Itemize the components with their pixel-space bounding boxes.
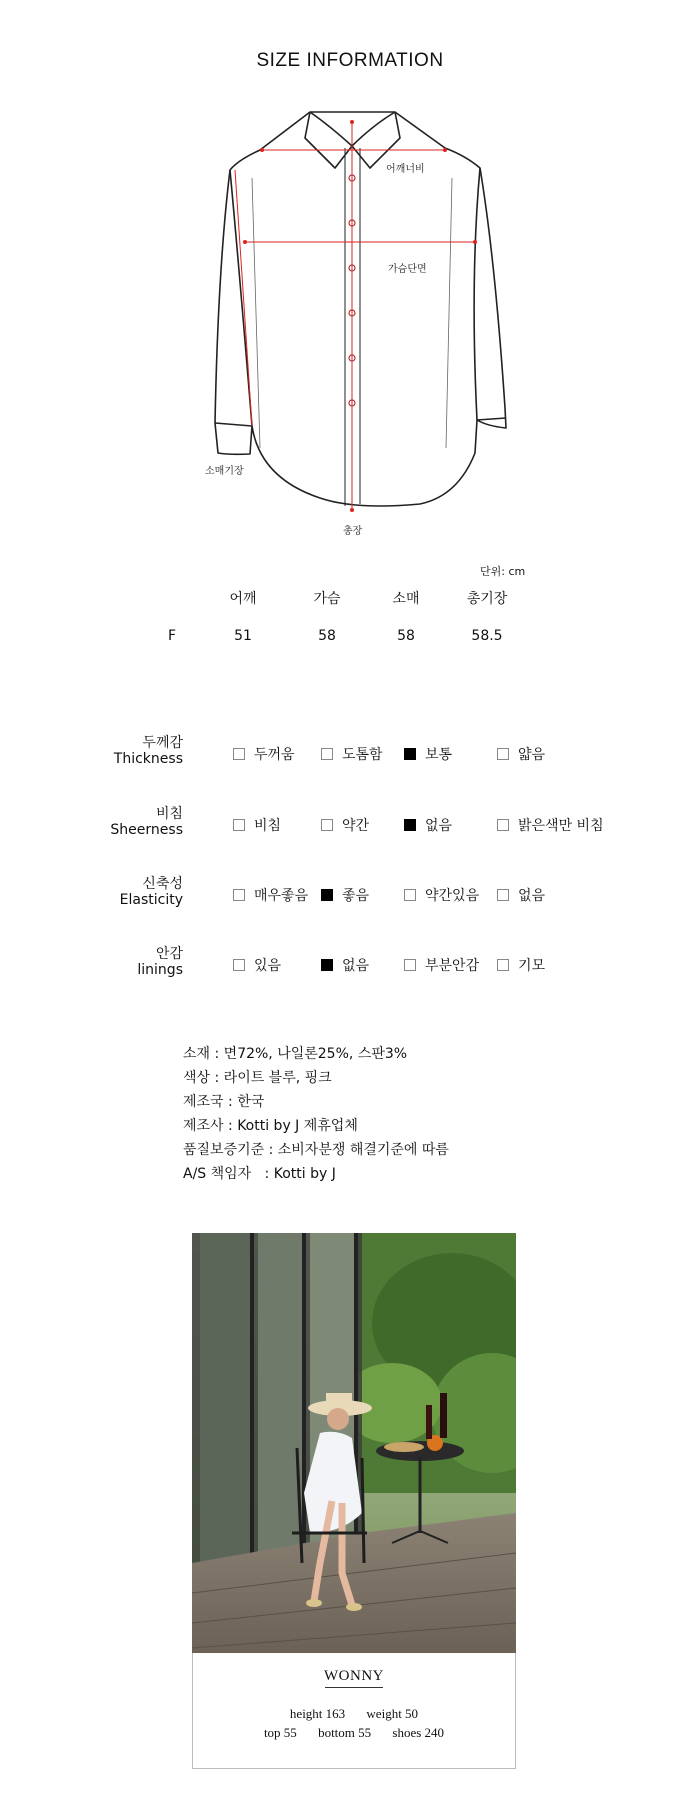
checkbox[interactable] bbox=[233, 819, 245, 831]
info-country: 제조국 : 한국 bbox=[183, 1094, 265, 1110]
checkbox[interactable] bbox=[497, 889, 509, 901]
checkbox[interactable] bbox=[404, 889, 416, 901]
checkbox[interactable] bbox=[233, 889, 245, 901]
option-none[interactable]: 없음 bbox=[497, 885, 545, 905]
option-partial[interactable]: 부분안감 bbox=[404, 955, 479, 975]
attribute-name-ko: 두께감 bbox=[142, 735, 183, 751]
option-medium-thick[interactable]: 도톰함 bbox=[321, 744, 383, 764]
attribute-name-en: Thickness bbox=[113, 751, 183, 767]
size-row-label: F bbox=[168, 628, 177, 644]
option-thin[interactable]: 얇음 bbox=[497, 744, 545, 764]
model-info-card bbox=[192, 1653, 516, 1769]
header-total-length: 총기장 bbox=[466, 591, 508, 607]
option-yes[interactable]: 있음 bbox=[233, 955, 281, 975]
option-light-colors-only[interactable]: 밝은색만 비침 bbox=[497, 815, 604, 835]
attribute-name-en: Sheerness bbox=[110, 822, 183, 838]
checkbox[interactable] bbox=[404, 959, 416, 971]
divider bbox=[325, 1687, 383, 1688]
option-slightly[interactable]: 약간 bbox=[321, 815, 369, 835]
option-good[interactable]: 좋음 bbox=[321, 885, 369, 905]
attribute-name-ko: 신축성 bbox=[142, 876, 183, 892]
option-sheer[interactable]: 비침 bbox=[233, 815, 281, 835]
chest-width-label: 가슴단면 bbox=[388, 264, 427, 275]
checkbox-checked[interactable] bbox=[321, 959, 333, 971]
model-top-size: top 55 bbox=[263, 1725, 297, 1740]
checkbox[interactable] bbox=[233, 959, 245, 971]
checkbox-checked[interactable] bbox=[404, 819, 416, 831]
product-info bbox=[183, 1042, 449, 1186]
option-no[interactable]: 없음 bbox=[321, 955, 369, 975]
option-very-good[interactable]: 매우좋음 bbox=[233, 885, 308, 905]
checkbox[interactable] bbox=[497, 819, 509, 831]
model-bottom-size: bottom 55 bbox=[318, 1725, 372, 1740]
checkbox-checked[interactable] bbox=[404, 748, 416, 760]
value-total-length: 58.5 bbox=[471, 628, 503, 644]
page-title: SIZE INFORMATION bbox=[256, 50, 444, 71]
sleeve-length-label: 소매기장 bbox=[205, 466, 244, 477]
info-color: 색상 : 라이트 블루, 핑크 bbox=[183, 1070, 332, 1086]
shoulder-width-label: 어깨너비 bbox=[386, 164, 425, 175]
checkbox[interactable] bbox=[233, 748, 245, 760]
model-weight: weight 50 bbox=[366, 1706, 419, 1721]
info-manufacturer: 제조사 : Kotti by J 제휴업체 bbox=[183, 1118, 358, 1134]
attribute-name-ko: 비침 bbox=[155, 806, 183, 822]
option-thick[interactable]: 두꺼움 bbox=[233, 744, 295, 764]
checkbox[interactable] bbox=[321, 748, 333, 760]
unit-label: 단위: cm bbox=[480, 565, 526, 578]
checkbox[interactable] bbox=[497, 748, 509, 760]
checkbox[interactable] bbox=[321, 819, 333, 831]
model-shoes-size: shoes 240 bbox=[392, 1725, 445, 1740]
value-shoulder: 51 bbox=[234, 628, 252, 644]
checkbox-checked[interactable] bbox=[321, 889, 333, 901]
attribute-name-en: linings bbox=[137, 962, 183, 978]
checkbox[interactable] bbox=[497, 959, 509, 971]
model-photo bbox=[192, 1233, 516, 1653]
option-none[interactable]: 없음 bbox=[404, 815, 452, 835]
total-length-label: 총장 bbox=[343, 526, 363, 537]
value-chest: 58 bbox=[318, 628, 336, 644]
info-quality-standard: 품질보증기준 : 소비자분쟁 해결기준에 따름 bbox=[183, 1142, 449, 1158]
model-name: WONNY bbox=[324, 1668, 384, 1684]
value-sleeve: 58 bbox=[397, 628, 415, 644]
attribute-name-ko: 안감 bbox=[155, 946, 183, 962]
option-some[interactable]: 약간있음 bbox=[404, 885, 479, 905]
info-as-manager: A/S 책임자 : Kotti by J bbox=[183, 1166, 336, 1182]
model-height: height 163 bbox=[289, 1706, 346, 1721]
header-shoulder: 어깨 bbox=[229, 591, 257, 607]
option-brushed[interactable]: 기모 bbox=[497, 955, 545, 975]
header-chest: 가슴 bbox=[313, 591, 341, 607]
header-sleeve: 소매 bbox=[392, 591, 420, 607]
option-normal[interactable]: 보통 bbox=[404, 744, 452, 764]
attribute-name-en: Elasticity bbox=[119, 892, 183, 908]
info-material: 소재 : 면72%, 나일론25%, 스판3% bbox=[183, 1046, 408, 1062]
